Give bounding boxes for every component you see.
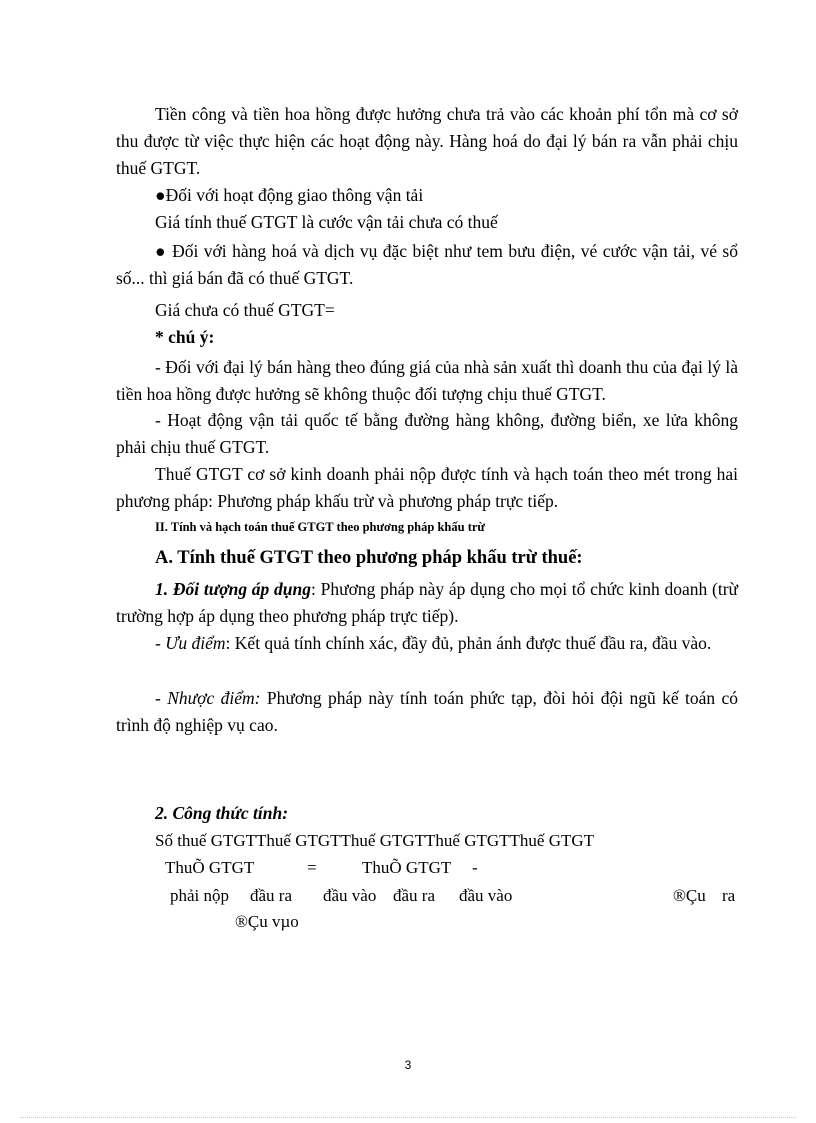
disadvantages-label: Nhược điểm: — [167, 688, 261, 708]
paragraph-methods: Thuế GTGT cơ sở kinh doanh phải nộp được tính và hạch toán theo mét trong hai phương pháp: Phương pháp khấu trừ và phương pháp trực tiếp. — [116, 464, 738, 511]
formula-heading: 2. Công thức tính: — [155, 803, 289, 823]
formula-label-output-2: đầu ra — [393, 886, 436, 905]
formula-vat-output: ThuÕ GTGT — [362, 858, 452, 877]
advantages-label: Ưu điểm — [165, 633, 226, 653]
paragraph-scope — [116, 576, 738, 630]
formula-equals: = — [307, 858, 317, 877]
formula-label-payable: phải nộp — [170, 886, 230, 905]
disadvantages-text: Phương pháp này tính toán phức tạp, đòi hỏi đội ngũ kế toán có trình độ nghiệp vụ cao. — [116, 688, 739, 735]
formula-label-input-1: đầu vào — [323, 886, 377, 905]
dash-1: - — [155, 633, 166, 653]
formula-garbled-output: ®Çu — [673, 886, 706, 905]
paragraph-commission: Tiền công và tiền hoa hồng được hưởng chưa trả vào các khoản phí tổn mà cơ sở thu được từ việc thực hiện các hoạt động này. Hàng hoá do đại lý bán ra vẫn phải chịu thuế GTGT. — [116, 104, 738, 178]
paragraph-price-formula: Giá chưa có thuế GTGT= — [155, 300, 335, 320]
paragraph-advantages — [116, 630, 738, 657]
note-heading: * chú ý: — [155, 327, 215, 347]
scope-text: : Phương pháp này áp dụng cho mọi tổ chức kinh doanh (trừ trường hợp áp dụng theo phương pháp trực tiếp). — [116, 579, 739, 626]
section-heading-a: A. Tính thuế GTGT theo phương pháp khấu trừ thuế: — [155, 548, 583, 568]
formula-garbled-ra: ra — [722, 886, 736, 905]
formula-garbled-input: ®Çu vµo — [235, 912, 299, 931]
formula-vat-payable: ThuÕ GTGT — [165, 858, 255, 877]
advantages-text: : Kết quả tính chính xác, đầy đủ, phản ánh được thuế đầu ra, đầu vào. — [225, 633, 712, 653]
paragraph-disadvantages — [116, 685, 738, 739]
formula-label-input-2: đầu vào — [459, 886, 513, 905]
note-international-transport: - Hoạt động vận tải quốc tế bằng đường hàng không, đường biển, xe lửa không phải chịu thuế GTGT. — [116, 410, 738, 457]
bullet-special-goods: ● Đối với hàng hoá và dịch vụ đặc biệt như tem bưu điện, vé cước vận tải, vé sổ số... thì giá bán đã có thuế GTGT. — [116, 241, 738, 288]
formula-minus: - — [472, 858, 478, 877]
formula-label-output-1: đầu ra — [250, 886, 293, 905]
bullet-transport: ●Đối với hoạt động giao thông vận tải — [155, 185, 424, 205]
page-number: 3 — [404, 1058, 412, 1072]
note-agent: - Đối với đại lý bán hàng theo đúng giá của nhà sản xuất thì doanh thu của đại lý là tiền hoa hồng được hưởng sẽ không thuộc đối tượng chịu thuế GTGT. — [116, 357, 738, 404]
paragraph-transport-price: Giá tính thuế GTGT là cước vận tải chưa có thuế — [155, 212, 498, 232]
formula-line-1: Số thuế GTGTThuế GTGTThuế GTGTThuế GTGTThuế GTGT — [155, 831, 595, 850]
scope-label: 1. Đối tượng áp dụng — [155, 579, 312, 599]
section-heading-ii: II. Tính và hạch toán thuế GTGT theo phương pháp khấu trừ — [155, 520, 485, 534]
dash-2: - — [155, 688, 168, 708]
page-bottom-divider — [20, 1117, 796, 1118]
